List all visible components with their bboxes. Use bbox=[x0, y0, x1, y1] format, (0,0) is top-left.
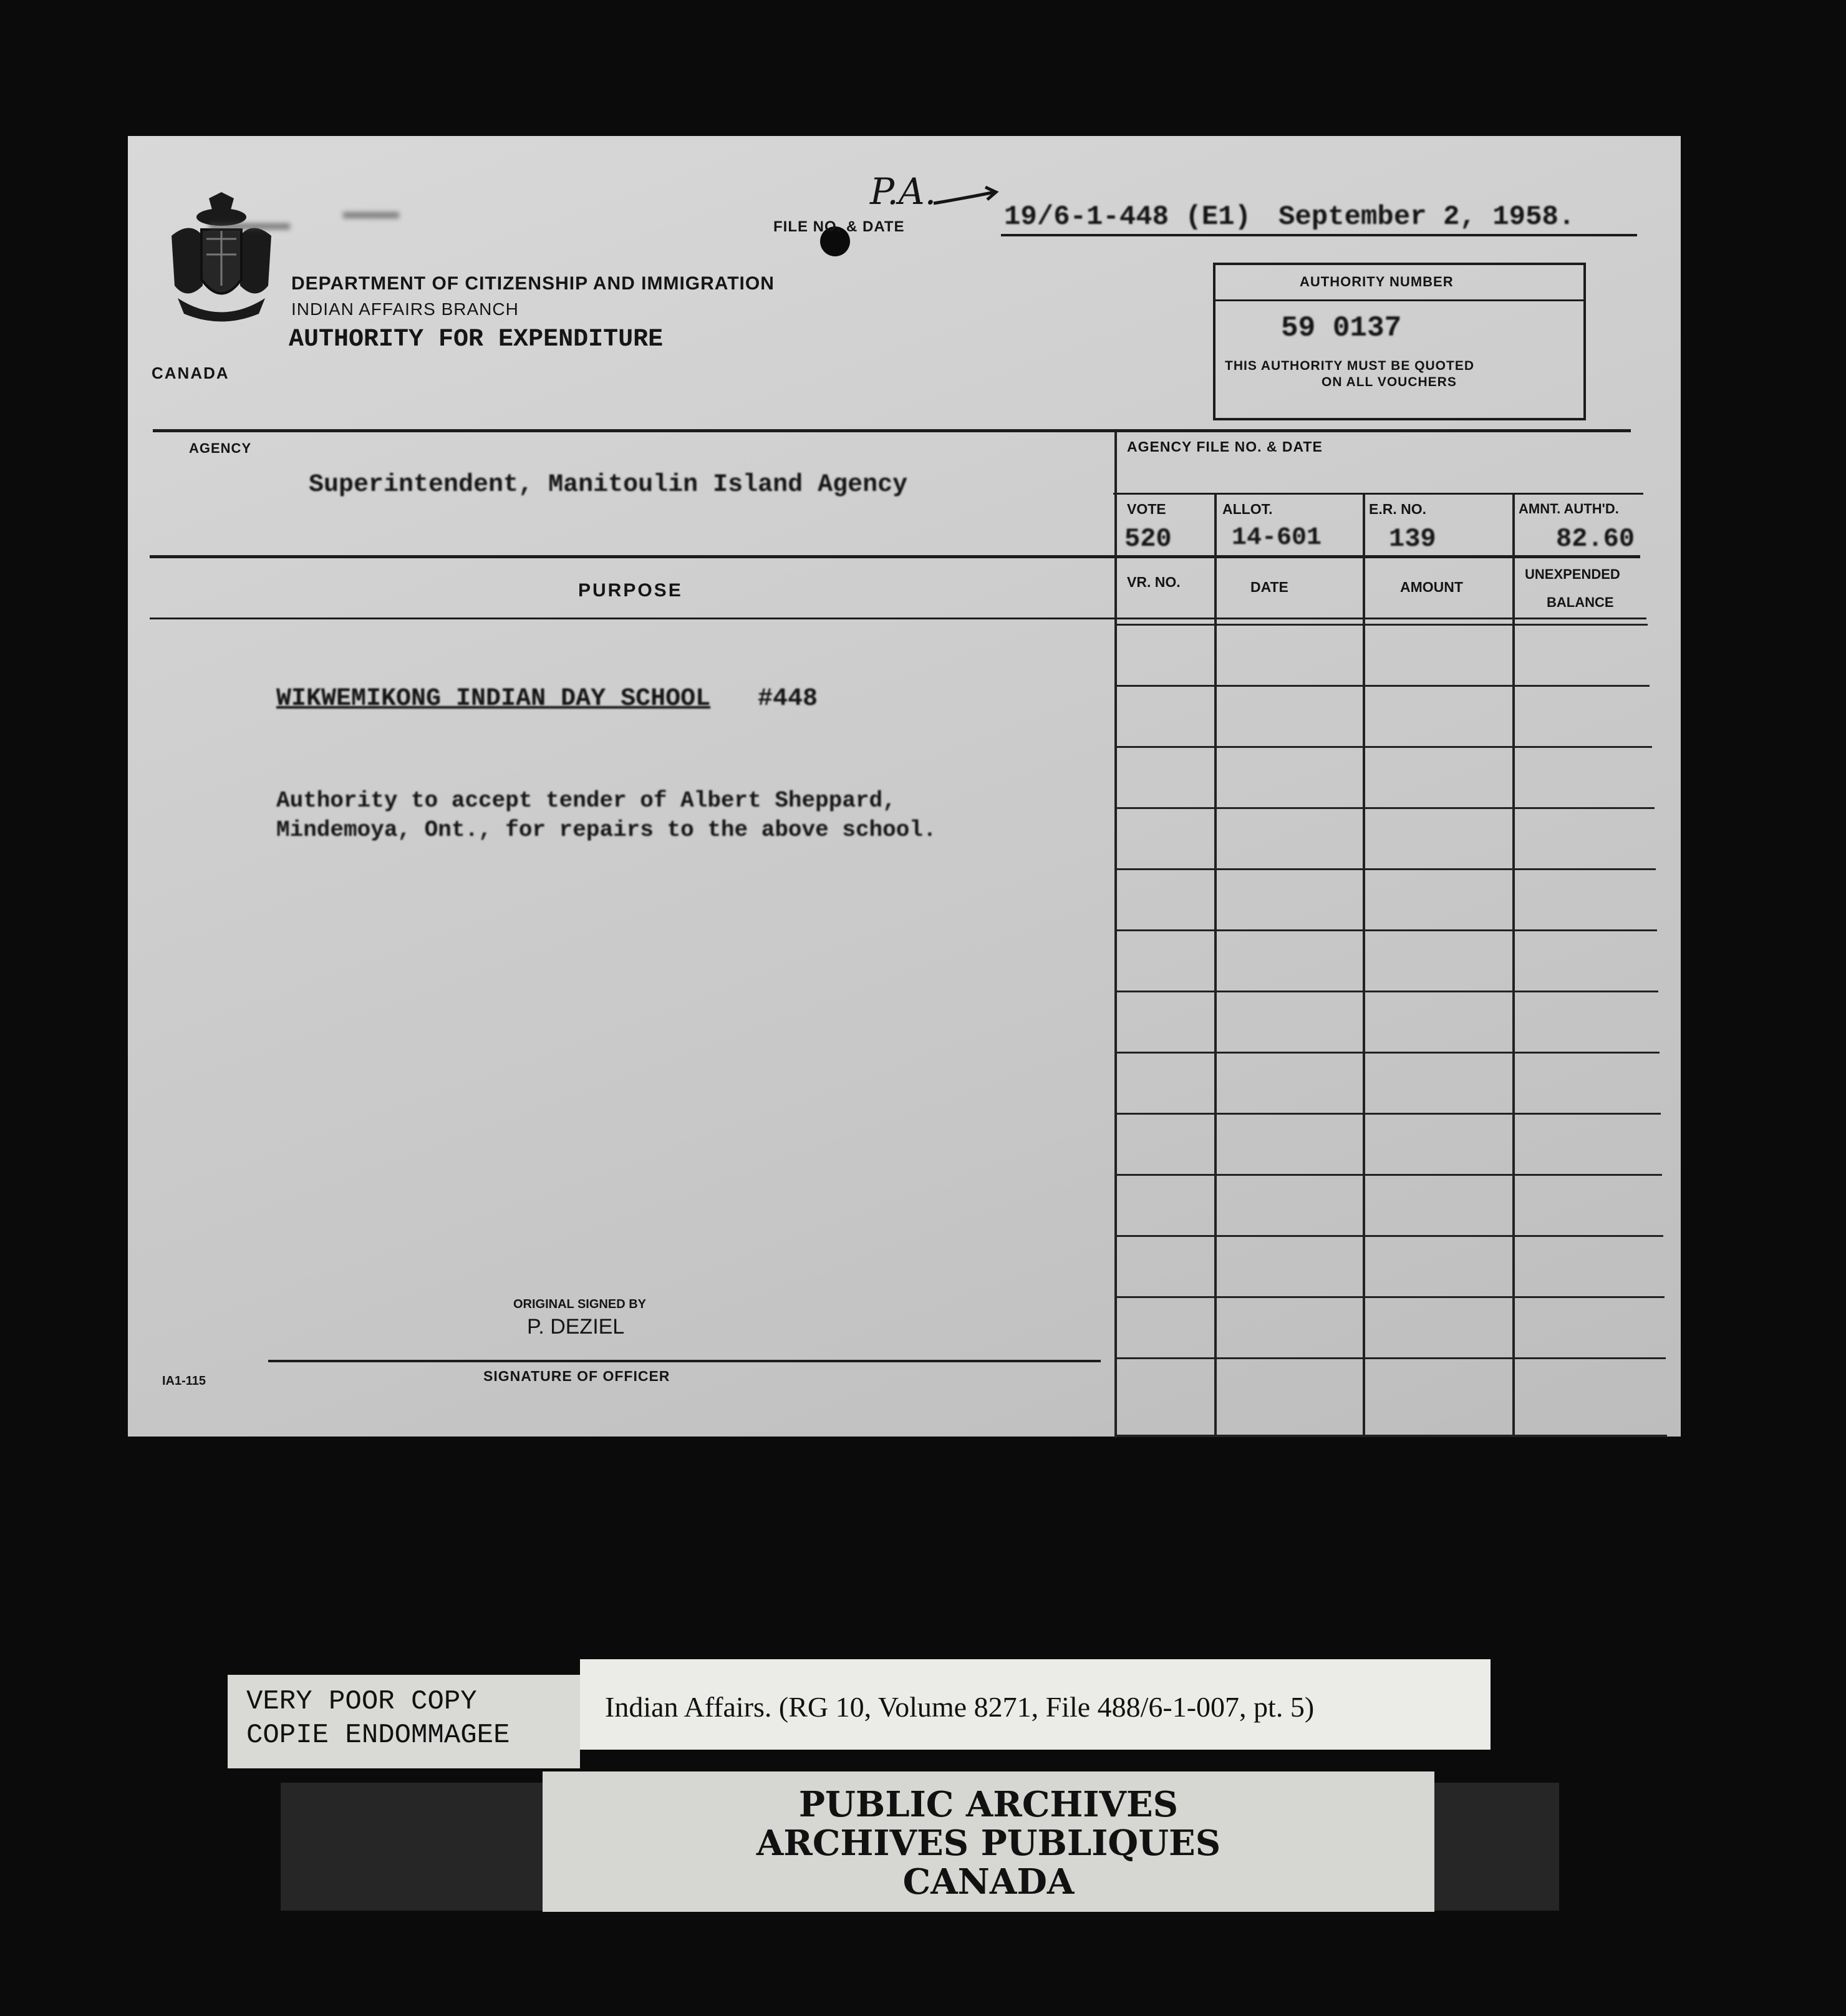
arrow-icon bbox=[932, 185, 1001, 210]
date-header: DATE bbox=[1250, 579, 1288, 595]
ledger-col-line bbox=[1214, 495, 1217, 1437]
agency-value: Superintendent, Manitoulin Island Agency bbox=[309, 471, 908, 499]
ledger-col-line bbox=[1363, 495, 1365, 1437]
amount-authorized-label: AMNT. AUTH'D. bbox=[1519, 501, 1619, 516]
purpose-text-1: Authority to accept tender of Albert Sheppard, bbox=[276, 788, 896, 813]
amount-header: AMOUNT bbox=[1400, 579, 1463, 595]
file-no-label: FILE NO. & DATE bbox=[773, 218, 905, 235]
school-number: #448 bbox=[758, 685, 818, 713]
ledger-row-line bbox=[1114, 624, 1648, 626]
unexpended-header: UNEXPENDED bbox=[1525, 566, 1620, 582]
smudge bbox=[209, 223, 290, 230]
agency-file-label: AGENCY FILE NO. & DATE bbox=[1127, 439, 1323, 455]
ledger-row-line bbox=[1114, 685, 1650, 687]
vote-label: VOTE bbox=[1127, 501, 1166, 517]
amount-authorized-value: 82.60 bbox=[1556, 524, 1635, 554]
archives-line-3: CANADA bbox=[902, 1861, 1075, 1902]
ledger-col-line bbox=[1114, 430, 1117, 1438]
handwritten-note: P.A. bbox=[870, 170, 937, 213]
codes-rule bbox=[1113, 493, 1643, 495]
er-value: 139 bbox=[1389, 524, 1436, 554]
purpose-bottom-rule bbox=[150, 618, 1646, 619]
department-name: DEPARTMENT OF CITIZENSHIP AND IMMIGRATION bbox=[291, 273, 775, 294]
agency-label: AGENCY bbox=[189, 440, 252, 456]
ledger-row-line bbox=[1114, 991, 1658, 992]
allot-label: ALLOT. bbox=[1222, 501, 1273, 517]
ledger-row-line bbox=[1114, 746, 1652, 748]
ledger-row-line bbox=[1114, 1113, 1661, 1115]
signature-stamp-name: P. DEZIEL bbox=[527, 1315, 625, 1339]
agency-top-rule bbox=[153, 429, 1631, 432]
balance-header: BALANCE bbox=[1547, 594, 1614, 610]
poor-copy-en: VERY POOR COPY bbox=[246, 1686, 477, 1717]
archives-line-1: PUBLIC ARCHIVES bbox=[798, 1784, 1179, 1825]
file-underline bbox=[1001, 234, 1637, 236]
expenditure-form bbox=[128, 136, 1681, 1437]
ledger-row-line bbox=[1114, 1357, 1666, 1359]
ledger-bottom-line bbox=[1114, 1435, 1667, 1437]
authority-note-1: THIS AUTHORITY MUST BE QUOTED bbox=[1225, 359, 1475, 373]
country-label: CANADA bbox=[152, 364, 230, 382]
archive-reference: Indian Affairs. (RG 10, Volume 8271, File 488/6-1-007, pt. 5) bbox=[605, 1691, 1315, 1723]
archives-stamp bbox=[543, 1771, 1434, 1912]
ledger-row-line bbox=[1114, 1296, 1665, 1298]
poor-copy-fr: COPIE ENDOMMAGEE bbox=[246, 1720, 510, 1751]
school-name: WIKWEMIKONG INDIAN DAY SCHOOL bbox=[276, 685, 711, 713]
reference-label bbox=[580, 1659, 1491, 1750]
purpose-top-rule bbox=[150, 555, 1640, 558]
ledger-row-line bbox=[1114, 868, 1656, 870]
ledger-col-line bbox=[1512, 495, 1515, 1437]
ledger-row-line bbox=[1114, 807, 1655, 809]
document-date: September 2, 1958. bbox=[1278, 201, 1575, 233]
archives-line-2: ARCHIVES PUBLIQUES bbox=[756, 1823, 1221, 1864]
authority-number-label: AUTHORITY NUMBER bbox=[1300, 274, 1454, 289]
smudge bbox=[343, 212, 399, 218]
vr-no-header: VR. NO. bbox=[1127, 574, 1181, 590]
form-title: AUTHORITY FOR EXPENDITURE bbox=[289, 326, 664, 354]
file-number: 19/6-1-448 (E1) bbox=[1004, 201, 1252, 233]
ledger-row-line bbox=[1114, 929, 1657, 931]
signature-label: SIGNATURE OF OFFICER bbox=[483, 1368, 670, 1384]
allot-value: 14-601 bbox=[1232, 524, 1322, 552]
authority-number: 59 0137 bbox=[1281, 312, 1402, 344]
signature-stamp-line1: ORIGINAL SIGNED BY bbox=[513, 1297, 646, 1311]
poor-copy-label bbox=[228, 1675, 580, 1768]
branch-name: INDIAN AFFAIRS BRANCH bbox=[291, 299, 519, 319]
ledger-row-line bbox=[1114, 1052, 1660, 1054]
authority-note-2: ON ALL VOUCHERS bbox=[1322, 375, 1457, 389]
coat-of-arms-icon bbox=[165, 192, 278, 329]
er-label: E.R. NO. bbox=[1369, 501, 1427, 517]
authority-number-box bbox=[1213, 263, 1586, 420]
signature-line bbox=[268, 1360, 1101, 1362]
ledger-row-line bbox=[1114, 1235, 1663, 1237]
vote-value: 520 bbox=[1124, 524, 1172, 554]
ledger-row-line bbox=[1114, 1174, 1662, 1176]
purpose-text-2: Mindemoya, Ont., for repairs to the above school. bbox=[276, 817, 937, 843]
purpose-label: PURPOSE bbox=[578, 580, 683, 601]
form-code: IA1-115 bbox=[162, 1374, 206, 1388]
